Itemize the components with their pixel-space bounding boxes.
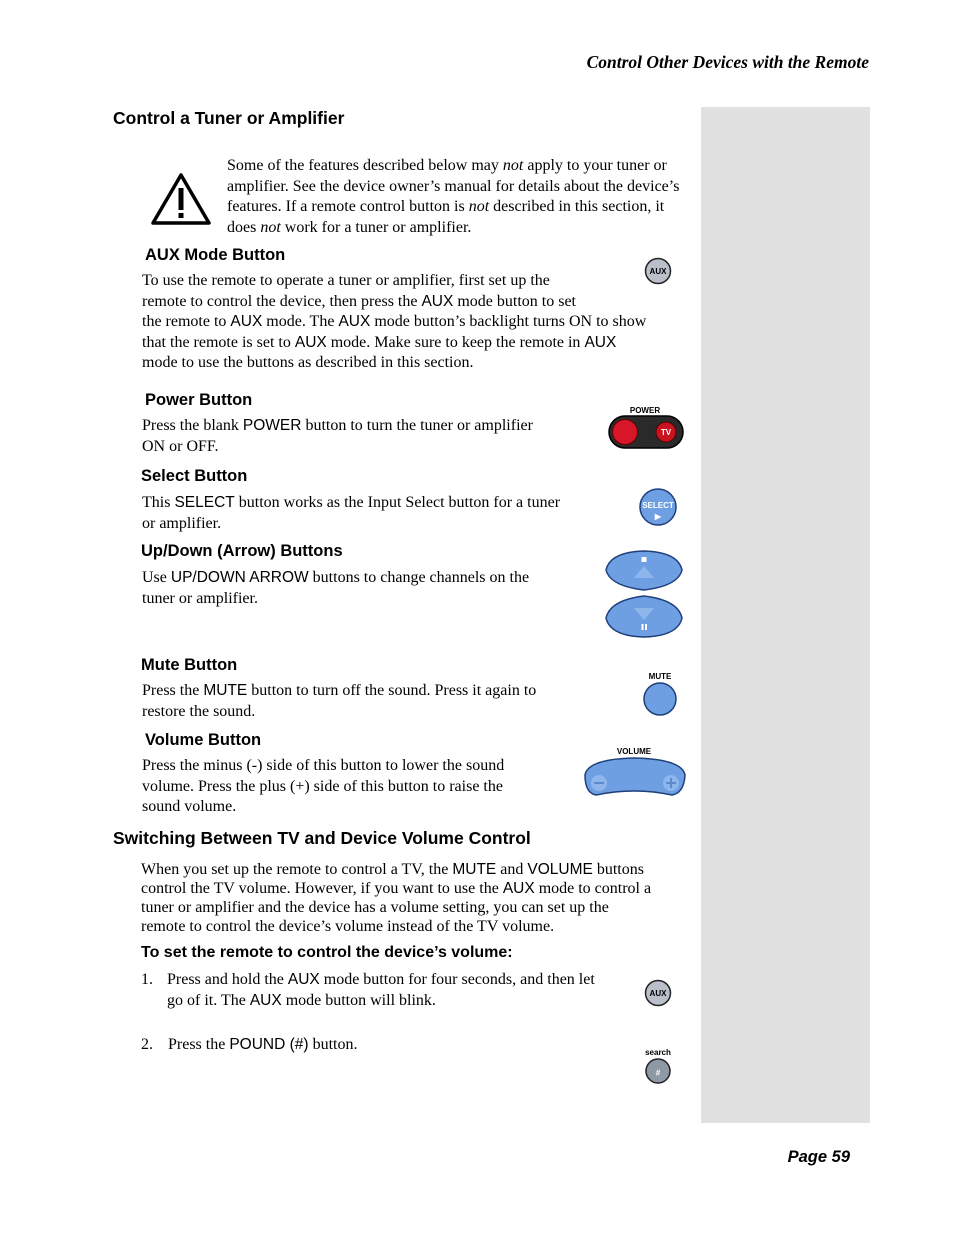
heading-select: Select Button — [141, 467, 248, 485]
mute-button-icon — [640, 670, 680, 718]
svg-text:TV: TV — [660, 428, 672, 437]
heading-updown: Up/Down (Arrow) Buttons — [141, 542, 343, 560]
margin-sidebar — [701, 107, 870, 1123]
heading-volume: Volume Button — [145, 731, 262, 749]
volume-control-paragraph: When you set up the remote to control a TV, the MUTE and VOLUME buttons control the TV volume. However, if you want to use the AUX mode to control a tuner or amplifier and the device has a volume setting, you can set up the remote to control the device’s volume instead of the TV volume. — [141, 861, 652, 935]
step-2-number: 2. — [141, 1036, 153, 1053]
step-1-number: 1. — [141, 971, 153, 988]
up-down-arrow-icon — [602, 548, 686, 640]
power-paragraph: Press the blank POWER button to turn the tuner or amplifier ON or OFF. — [142, 417, 533, 455]
svg-text:VOLUME: VOLUME — [616, 747, 652, 756]
running-head: Control Other Devices with the Remote — [586, 52, 869, 72]
warning-icon — [150, 172, 212, 226]
heading-power: Power Button — [145, 391, 253, 409]
svg-text:AUX: AUX — [649, 989, 667, 998]
section-title-tuner: Control a Tuner or Amplifier — [113, 108, 345, 128]
aux-button-icon-step — [644, 979, 672, 1007]
select-paragraph: This SELECT button works as the Input Select button for a tuner or amplifier. — [142, 494, 561, 532]
svg-text:▶: ▶ — [654, 512, 662, 521]
heading-mute: Mute Button — [141, 656, 238, 674]
select-button-icon — [638, 487, 678, 527]
volume-button-icon — [582, 745, 688, 799]
svg-text:AUX: AUX — [649, 267, 667, 276]
svg-text:POWER: POWER — [629, 406, 661, 415]
pound-button-icon — [638, 1045, 678, 1087]
heading-aux-mode: AUX Mode Button — [145, 246, 286, 264]
procedure-heading: To set the remote to control the device’s volume: — [141, 944, 513, 961]
svg-text:SELECT: SELECT — [642, 501, 674, 510]
section-title-volume-control: Switching Between TV and Device Volume Control — [113, 828, 531, 848]
power-button-icon — [606, 404, 686, 452]
svg-text:#: # — [655, 1068, 661, 1078]
aux-button-icon — [644, 257, 672, 285]
step-1-text: Press and hold the AUX mode button for four seconds, and then let go of it. The AUX mode button will blink. — [167, 971, 595, 1009]
step-2-text: Press the POUND (#) button. — [168, 1036, 358, 1053]
page-number: Page 59 — [787, 1148, 850, 1166]
aux-paragraph: To use the remote to operate a tuner or amplifier, first set up the remote to control the device, then press the AUX mode button to set the remote to AUX mode. The AUX mode button’s backlight turns ON to show that the remote is set to AUX mode. Make sure to keep the remote in AUX mode to use the buttons as described in this section. — [142, 272, 647, 371]
mute-paragraph: Press the MUTE button to turn off the sound. Press it again to restore the sound. — [142, 682, 537, 720]
svg-text:MUTE: MUTE — [648, 672, 672, 681]
warning-note: Some of the features described below may not apply to your tuner or amplifier. See the device owner’s manual for details about the device’s features. If a remote control button is not described in this section, it does not work for a tuner or amplifier. — [227, 157, 680, 236]
svg-text:search: search — [645, 1048, 671, 1057]
volume-paragraph: Press the minus (-) side of this button to lower the sound volume. Press the plus (+) side of this button to raise the sound volume. — [142, 757, 505, 815]
updown-paragraph: Use UP/DOWN ARROW buttons to change channels on the tuner or amplifier. — [142, 569, 530, 607]
